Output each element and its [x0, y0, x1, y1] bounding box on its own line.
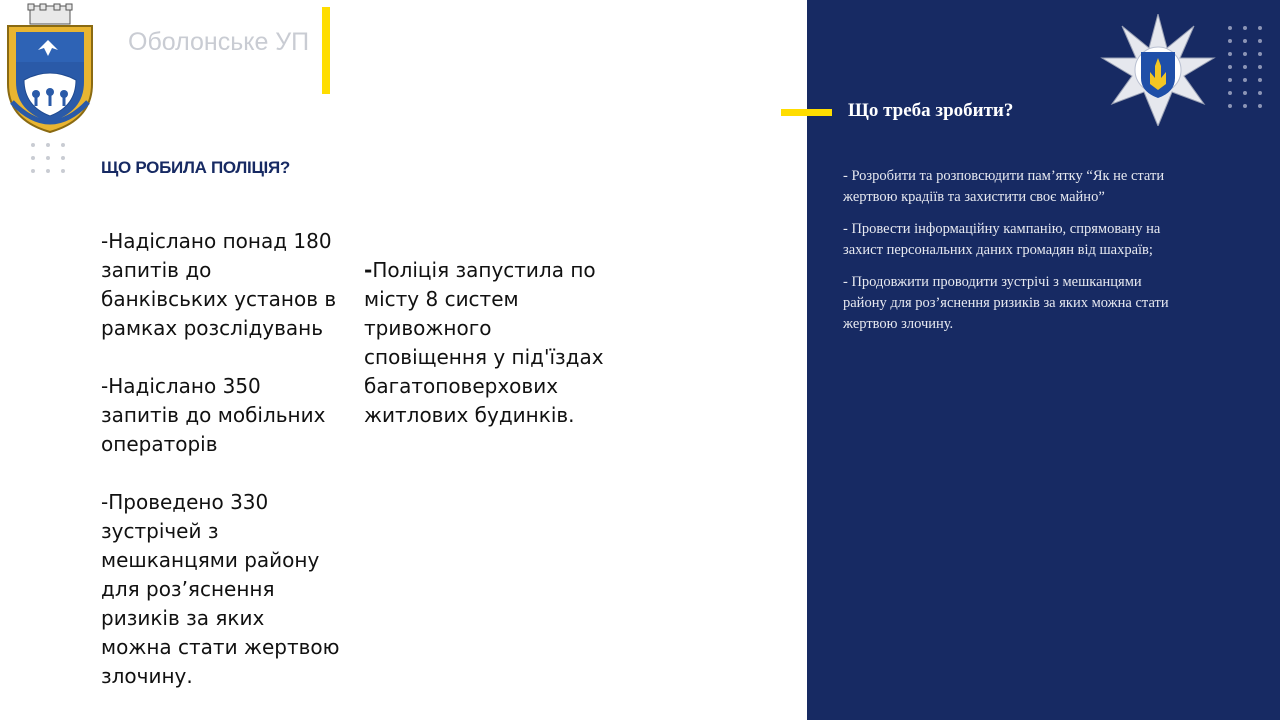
coat-of-arms-icon — [0, 2, 100, 134]
yellow-accent-bar — [781, 109, 832, 116]
action-item — [364, 256, 604, 430]
police-star-badge-icon — [1100, 14, 1216, 126]
police-actions-column-1 — [101, 227, 341, 720]
police-actions-column-2 — [364, 256, 604, 459]
section-heading: ЩО РОБИЛА ПОЛІЦІЯ? — [101, 158, 290, 177]
item-dash: - — [364, 258, 373, 282]
todo-title: Що треба зробити? — [848, 100, 1014, 121]
action-item: -Проведено 330 зустрічей з мешканцями району для роз’яснення ризиків за яких можна стати жертвою злочину. — [101, 490, 340, 688]
todo-item: - Провести інформаційну кампанію, спрямовану на захист персональних даних громадян від шахраїв; — [843, 221, 1161, 258]
dot-grid-decoration — [1228, 26, 1264, 108]
org-name: Оболонське УП — [128, 28, 310, 56]
yellow-accent-bar — [322, 7, 330, 94]
action-item: -Надіслано понад 180 запитів до банківських установ в рамках розслідувань — [101, 229, 337, 340]
dot-grid-decoration — [31, 143, 67, 173]
todo-item: - Розробити та розповсюдити пам’ятку “Як не стати жертвою крадіїв та захистити своє майно” — [843, 168, 1165, 205]
todo-item: - Продовжити проводити зустрічі з мешканцями району для роз’яснення ризиків за яких можна стати жертвою злочину. — [843, 274, 1169, 332]
action-item-text: Поліція запустила по місту 8 систем тривожного сповіщення у під'їздах багатоповерхових житлових будинків. — [364, 258, 604, 427]
todo-list — [843, 166, 1188, 346]
action-item: -Надіслано 350 запитів до мобільних операторів — [101, 374, 326, 456]
